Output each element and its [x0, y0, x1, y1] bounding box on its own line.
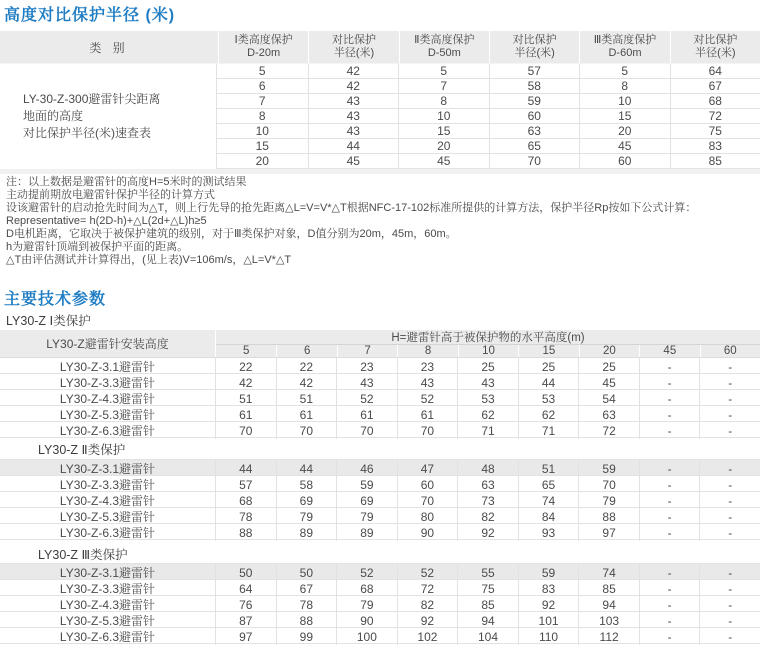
class1-section-title: LY30-Z Ⅰ类保护: [6, 311, 91, 329]
table2-cell: 23: [336, 358, 397, 375]
table2-cell: 50: [276, 564, 337, 581]
table2-cell: 82: [397, 596, 458, 613]
table1-cell: 15: [579, 109, 670, 124]
table2-cell: 52: [397, 390, 458, 407]
table1-cell: 10: [579, 94, 670, 109]
table2-cell: 22: [276, 358, 337, 375]
table1-cell: 60: [579, 154, 670, 169]
table2-row: [0, 460, 760, 476]
rod-model-label: LY30-Z-3.1避雷针: [0, 564, 215, 581]
table2-cell: -: [639, 492, 700, 509]
rod-model-label: LY30-Z-3.1避雷针: [0, 358, 215, 375]
table2-cell: 61: [397, 406, 458, 423]
table2-cell: 25: [457, 358, 518, 375]
table2-cell: 42: [276, 374, 337, 391]
table2-cell: 76: [215, 596, 276, 613]
table1-cell: 72: [670, 109, 760, 124]
column-header-line1: Ⅱ类高度保护: [414, 34, 474, 47]
column-header-line2: D-50m: [428, 47, 461, 60]
table2-cell: 25: [578, 358, 639, 375]
table2-cell: 71: [518, 422, 579, 439]
row-label-line: 地面的高度: [23, 108, 216, 125]
table1-cell: 20: [217, 154, 308, 169]
table2-cell: -: [639, 508, 700, 525]
table1-cell: 20: [398, 139, 489, 154]
table2-cell: 68: [336, 580, 397, 597]
table2-cell: -: [699, 628, 760, 645]
table2-cell: 93: [518, 524, 579, 541]
install-height-header: LY30-Z避雷针安装高度: [0, 330, 215, 357]
table2-row: [0, 422, 760, 438]
table2-cell: 47: [397, 460, 458, 477]
height-column-header: 60: [700, 345, 760, 357]
table2-cell: -: [699, 580, 760, 597]
height-column-header: 20: [579, 345, 639, 357]
table2-cell: 61: [336, 406, 397, 423]
table2-cell: 64: [215, 580, 276, 597]
table2-cell: -: [699, 390, 760, 407]
table2-cell: 45: [578, 374, 639, 391]
table1-cell: 45: [308, 154, 399, 169]
rod-model-label: LY30-Z-3.3避雷针: [0, 374, 215, 391]
table1-cell: 45: [398, 154, 489, 169]
table2-cell: 79: [336, 596, 397, 613]
table1-cell: 8: [579, 79, 670, 94]
table2-cell: 75: [457, 580, 518, 597]
table1-cell: 64: [670, 64, 760, 79]
column-header-line1: Ⅰ类高度保护: [235, 34, 293, 47]
rod-model-label: LY30-Z-3.3避雷针: [0, 580, 215, 597]
rod-model-label: LY30-Z-3.1避雷针: [0, 460, 215, 477]
column-header-line1: 对比保护: [513, 34, 557, 47]
table2-cell: 92: [457, 524, 518, 541]
table1-cell: 10: [398, 109, 489, 124]
table2-cell: 67: [276, 580, 337, 597]
column-header-line2: D-20m: [247, 47, 280, 60]
table2-cell: 52: [336, 390, 397, 407]
table2-cell: 88: [578, 508, 639, 525]
table1-cell: 5: [579, 64, 670, 79]
table1-cell: 45: [579, 139, 670, 154]
table2-cell: 23: [397, 358, 458, 375]
table1-cell: 83: [670, 139, 760, 154]
table2-cell: -: [699, 406, 760, 423]
column-header-line1: 对比保护: [332, 34, 376, 47]
note-line: 设该避雷针的启动抢先时间为△T，则上行先导的抢先距离△L=V=V*△T根据NFC-17-102标准所提供的计算方法，保护半径Rp按如下公式计算：: [6, 202, 756, 215]
height-column-header: 8: [397, 345, 457, 357]
table2-cell: 51: [215, 390, 276, 407]
table2-cell: 94: [578, 596, 639, 613]
table2-cell: 59: [336, 476, 397, 493]
rod-model-label: LY30-Z-5.3避雷针: [0, 612, 215, 629]
note-line: △T由评估测试并计算得出，(见上表)V=106m/s，△L=V*△T: [6, 254, 756, 267]
table2-cell: 103: [578, 612, 639, 629]
table2-cell: 42: [215, 374, 276, 391]
table2-cell: -: [699, 422, 760, 439]
table2-cell: -: [699, 358, 760, 375]
table2-row: [0, 358, 760, 374]
class2-rows: [0, 459, 760, 540]
table2-row: [0, 406, 760, 422]
table2-cell: 59: [578, 460, 639, 477]
table2-row: [0, 476, 760, 492]
table2-cell: -: [639, 390, 700, 407]
table2-cell: 44: [215, 460, 276, 477]
table1-cell: 43: [308, 124, 399, 139]
row-label-line: LY-30-Z-300避雷针尖距离: [23, 91, 216, 108]
table2-cell: 72: [397, 580, 458, 597]
table2-cell: 46: [336, 460, 397, 477]
column-header-line2: 半径(米): [515, 47, 555, 60]
table2-cell: 97: [578, 524, 639, 541]
height-values-header-row: [216, 345, 760, 357]
table1-cell: 15: [398, 124, 489, 139]
table2-cell: 70: [578, 476, 639, 493]
height-column-header: 45: [639, 345, 699, 357]
table1-cell: 67: [670, 79, 760, 94]
table2-cell: 78: [276, 596, 337, 613]
table2-cell: 79: [578, 492, 639, 509]
table2-cell: 88: [276, 612, 337, 629]
table2-row: [0, 374, 760, 390]
height-column-header: 10: [458, 345, 518, 357]
table2-cell: 92: [518, 596, 579, 613]
table2-cell: 74: [578, 564, 639, 581]
table2-cell: -: [639, 422, 700, 439]
table1-cell: 58: [489, 79, 580, 94]
rod-model-label: LY30-Z-4.3避雷针: [0, 492, 215, 509]
rod-model-label: LY30-Z-6.3避雷针: [0, 524, 215, 541]
table2-cell: 63: [457, 476, 518, 493]
rod-model-label: LY30-Z-4.3避雷针: [0, 596, 215, 613]
table1-column-header: [218, 31, 308, 63]
table1-cell: 68: [670, 94, 760, 109]
table2-cell: -: [699, 508, 760, 525]
rod-model-label: LY30-Z-3.3避雷针: [0, 476, 215, 493]
radius-table-row-label: [0, 64, 217, 169]
section1-title: 高度对比保护半径 (米): [4, 2, 175, 25]
radius-table-grid: [217, 64, 760, 169]
class3-rows: [0, 563, 760, 644]
column-header-line2: D-60m: [608, 47, 641, 60]
table2-cell: 79: [276, 508, 337, 525]
table2-cell: 104: [457, 628, 518, 645]
table1-column-header: [579, 31, 669, 63]
table1-cell: 75: [670, 124, 760, 139]
table2-cell: 85: [457, 596, 518, 613]
table2-cell: 90: [336, 612, 397, 629]
table2-cell: 74: [518, 492, 579, 509]
table1-cell: 5: [217, 64, 308, 79]
table2-cell: 84: [518, 508, 579, 525]
class2-section-title: LY30-Z Ⅱ类保护: [38, 440, 125, 458]
height-column-header: 7: [337, 345, 397, 357]
table1-cell: 85: [670, 154, 760, 169]
table2-cell: -: [699, 612, 760, 629]
table2-cell: 59: [518, 564, 579, 581]
table1-cell: 5: [398, 64, 489, 79]
table1-column-header: [399, 31, 489, 63]
table2-cell: 92: [397, 612, 458, 629]
note-line: Representative= h(2D-h)+△L(2d+△L)h≥5: [6, 215, 756, 228]
table2-cell: -: [639, 564, 700, 581]
table1-cell: 60: [489, 109, 580, 124]
table2-cell: 57: [215, 476, 276, 493]
notes-block: [6, 176, 756, 267]
table1-column-header: [670, 31, 760, 63]
table2-cell: 50: [215, 564, 276, 581]
table2-cell: 78: [215, 508, 276, 525]
table2-cell: -: [639, 612, 700, 629]
table2-cell: 70: [276, 422, 337, 439]
height-column-header: 5: [216, 345, 276, 357]
table1-cell: 43: [308, 94, 399, 109]
table2-cell: 102: [397, 628, 458, 645]
radius-table-header-row: [0, 31, 760, 63]
radius-table-body: [0, 63, 760, 169]
table2-cell: 70: [336, 422, 397, 439]
height-columns-header: [215, 330, 760, 357]
rod-model-label: LY30-Z-6.3避雷针: [0, 422, 215, 439]
table2-cell: 43: [397, 374, 458, 391]
table2-cell: 69: [276, 492, 337, 509]
table2-row: [0, 580, 760, 596]
table2-cell: 90: [397, 524, 458, 541]
table-bottom-strip: [0, 169, 760, 174]
table2-cell: 55: [457, 564, 518, 581]
table2-cell: 43: [457, 374, 518, 391]
note-line: 主动提前期放电避雷针保护半径的计算方式: [6, 189, 756, 202]
table1-cell: 7: [398, 79, 489, 94]
table2-cell: 61: [215, 406, 276, 423]
table2-cell: 25: [518, 358, 579, 375]
rod-model-label: LY30-Z-5.3避雷针: [0, 406, 215, 423]
table2-cell: 83: [518, 580, 579, 597]
note-line: h为避雷针顶端到被保护平面的距离。: [6, 241, 756, 254]
table2-cell: -: [699, 564, 760, 581]
table1-cell: 42: [308, 64, 399, 79]
table2-cell: 44: [518, 374, 579, 391]
table2-cell: 70: [397, 492, 458, 509]
horizontal-height-span-header: H=避雷针高于被保护物的水平高度(m): [216, 330, 760, 345]
class1-rows: [0, 358, 760, 438]
table2-cell: 62: [518, 406, 579, 423]
table2-cell: 68: [215, 492, 276, 509]
table1-cell: 8: [398, 94, 489, 109]
table2-cell: 89: [336, 524, 397, 541]
table2-cell: 48: [457, 460, 518, 477]
table2-cell: 79: [336, 508, 397, 525]
category-corner-header: 类 别: [0, 31, 218, 63]
table2-cell: -: [699, 374, 760, 391]
table2-cell: -: [639, 596, 700, 613]
table2-cell: 85: [578, 580, 639, 597]
table1-cell: 7: [217, 94, 308, 109]
table2-cell: 53: [457, 390, 518, 407]
note-line: 注：以上数据是避雷针的高度H=5米时的测试结果: [6, 176, 756, 189]
table1-cell: 70: [489, 154, 580, 169]
table2-cell: 94: [457, 612, 518, 629]
column-header-line2: 半径(米): [695, 47, 735, 60]
table2-cell: 87: [215, 612, 276, 629]
table2-cell: -: [639, 374, 700, 391]
class3-section-title: LY30-Z Ⅲ类保护: [38, 545, 128, 563]
table2-cell: 110: [518, 628, 579, 645]
height-column-header: 6: [276, 345, 336, 357]
table2-cell: 112: [578, 628, 639, 645]
table1-cell: 59: [489, 94, 580, 109]
tech-params-table-header: [0, 330, 760, 358]
column-header-line1: 对比保护: [693, 34, 737, 47]
table2-cell: 60: [397, 476, 458, 493]
table2-cell: -: [699, 476, 760, 493]
table2-cell: -: [639, 580, 700, 597]
note-line: D电机距离，它取决于被保护建筑的级别，对于Ⅲ类保护对象，D值分别为20m，45m，60m。: [6, 228, 756, 241]
rod-model-label: LY30-Z-6.3避雷针: [0, 628, 215, 645]
table2-cell: -: [699, 460, 760, 477]
table2-cell: 82: [457, 508, 518, 525]
table2-cell: -: [639, 406, 700, 423]
table2-cell: 100: [336, 628, 397, 645]
table2-row: [0, 492, 760, 508]
table2-cell: 61: [276, 406, 337, 423]
column-header-line2: 半径(米): [334, 47, 374, 60]
table2-cell: 51: [518, 460, 579, 477]
table2-cell: 71: [457, 422, 518, 439]
table2-cell: 52: [397, 564, 458, 581]
table2-cell: 73: [457, 492, 518, 509]
height-column-header: 15: [518, 345, 578, 357]
table1-cell: 15: [217, 139, 308, 154]
table1-cell: 8: [217, 109, 308, 124]
table2-cell: 58: [276, 476, 337, 493]
table2-cell: -: [639, 628, 700, 645]
table1-column-header: [489, 31, 579, 63]
table1-column-header: [308, 31, 398, 63]
table1-cell: 43: [308, 109, 399, 124]
table2-cell: 101: [518, 612, 579, 629]
table2-cell: -: [639, 358, 700, 375]
table2-cell: 54: [578, 390, 639, 407]
table1-cell: 10: [217, 124, 308, 139]
table2-cell: 70: [215, 422, 276, 439]
table2-cell: 99: [276, 628, 337, 645]
table1-cell: 65: [489, 139, 580, 154]
table1-cell: 63: [489, 124, 580, 139]
table2-row: [0, 612, 760, 628]
table2-cell: 80: [397, 508, 458, 525]
table1-cell: 6: [217, 79, 308, 94]
table2-cell: -: [699, 596, 760, 613]
table2-row: [0, 628, 760, 644]
table2-cell: 62: [457, 406, 518, 423]
table2-cell: 88: [215, 524, 276, 541]
table2-cell: 70: [397, 422, 458, 439]
table2-cell: 53: [518, 390, 579, 407]
table2-cell: 63: [578, 406, 639, 423]
table2-cell: -: [639, 476, 700, 493]
table1-cell: 44: [308, 139, 399, 154]
table2-row: [0, 390, 760, 406]
rod-model-label: LY30-Z-5.3避雷针: [0, 508, 215, 525]
column-header-line1: Ⅲ类高度保护: [594, 34, 657, 47]
table2-cell: 72: [578, 422, 639, 439]
table2-cell: -: [699, 524, 760, 541]
table2-row: [0, 596, 760, 612]
table2-cell: 51: [276, 390, 337, 407]
table2-row: [0, 508, 760, 524]
table1-cell: 20: [579, 124, 670, 139]
table2-cell: -: [699, 492, 760, 509]
table2-row: [0, 524, 760, 540]
row-label-line: 对比保护半径(米)速查表: [23, 125, 216, 142]
table2-cell: 89: [276, 524, 337, 541]
table1-cell: 57: [489, 64, 580, 79]
table2-cell: -: [639, 460, 700, 477]
table2-cell: 44: [276, 460, 337, 477]
section2-title: 主要技术参数: [4, 286, 106, 309]
table2-cell: 43: [336, 374, 397, 391]
table2-cell: 22: [215, 358, 276, 375]
radius-comparison-table: [0, 31, 760, 174]
table2-cell: 97: [215, 628, 276, 645]
table2-cell: 52: [336, 564, 397, 581]
table2-cell: 69: [336, 492, 397, 509]
table2-cell: 65: [518, 476, 579, 493]
table1-cell: 42: [308, 79, 399, 94]
rod-model-label: LY30-Z-4.3避雷针: [0, 390, 215, 407]
table2-row: [0, 564, 760, 580]
table2-cell: -: [639, 524, 700, 541]
